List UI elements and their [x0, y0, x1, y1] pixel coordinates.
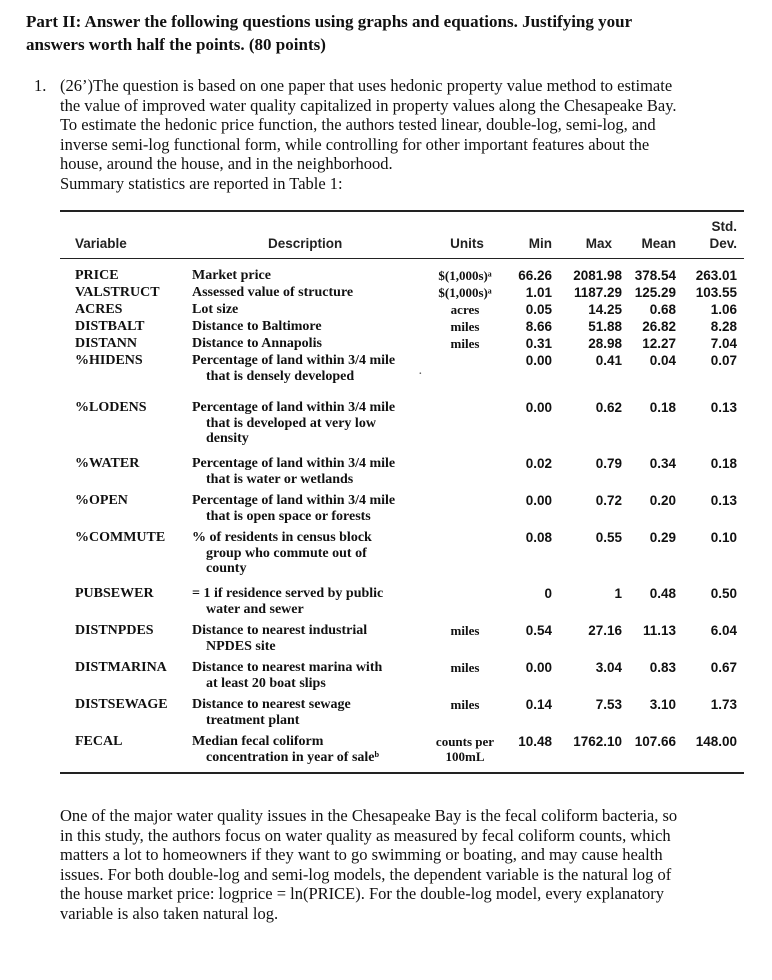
description-cell: [192, 336, 428, 352]
units-line: counts per: [435, 734, 495, 749]
std-dev-cell: 1.06: [710, 302, 737, 317]
max-cell: 28.98: [588, 336, 622, 351]
intro-line: (26’)The question is based on one paper that uses hedonic property value method to estimate: [60, 76, 673, 95]
description-cell: [192, 268, 428, 284]
part-header: [26, 10, 746, 56]
closing-line: in this study, the authors focus on water quality as measured by fecal coliform counts, which: [60, 825, 671, 845]
min-cell: 66.26: [518, 268, 552, 283]
units-cell: [420, 734, 510, 764]
description-line: Assessed value of structure: [192, 285, 354, 300]
std-dev-cell: 103.55: [695, 285, 737, 300]
variable-cell: DISTNPDES: [75, 623, 154, 638]
mean-cell: 378.54: [634, 268, 676, 283]
description-line: that is water or wetlands: [206, 471, 354, 487]
description-line: Distance to Annapolis: [192, 336, 322, 351]
std-dev-cell: 1.73: [710, 697, 737, 712]
min-cell: 0: [544, 586, 552, 601]
units-line: $(1,000s)ᵃ: [438, 285, 492, 300]
description-cell: [192, 623, 428, 654]
max-cell: 0.79: [595, 456, 622, 471]
variable-cell: %OPEN: [75, 493, 128, 508]
std-dev-cell: 0.13: [710, 493, 737, 508]
variable-cell: DISTANN: [75, 336, 137, 351]
intro-line: house, around the house, and in the neighborhood.: [60, 154, 393, 173]
description-line: Percentage of land within 3/4 mile: [192, 353, 396, 368]
intro-line: inverse semi-log functional form, while controlling for other important features about the: [60, 134, 650, 154]
closing-line: issues. For both double-log and semi-log models, the dependent variable is the natural log of: [60, 864, 672, 884]
mean-cell: 11.13: [642, 623, 676, 638]
description-cell: [192, 285, 428, 301]
min-cell: 0.00: [525, 400, 552, 415]
description-line: group who commute out of: [206, 545, 367, 561]
units-line: miles: [450, 660, 480, 675]
min-cell: 0.00: [525, 493, 552, 508]
description-cell: [192, 530, 428, 577]
units-cell: [420, 268, 510, 283]
units-cell: [420, 623, 510, 638]
description-line: treatment plant: [206, 712, 300, 728]
description-line: Percentage of land within 3/4 mile: [192, 400, 396, 415]
units-cell: [420, 302, 510, 317]
variable-cell: %HIDENS: [75, 353, 143, 368]
description-cell: [192, 456, 428, 487]
variable-cell: VALSTRUCT: [75, 285, 160, 300]
max-cell: 0.62: [595, 400, 622, 415]
table-bottom-rule: [60, 772, 744, 774]
max-cell: 1: [614, 586, 622, 601]
units-cell: [420, 336, 510, 351]
description-line: Distance to nearest sewage: [192, 697, 351, 712]
mean-cell: 0.34: [649, 456, 676, 471]
description-line: density: [206, 431, 249, 446]
description-cell: [192, 302, 428, 318]
mean-cell: 0.68: [649, 302, 676, 317]
description-line: Distance to Baltimore: [192, 319, 322, 334]
description-cell: [192, 400, 428, 447]
header-variable: Variable: [75, 236, 127, 251]
header-description: Description: [268, 236, 343, 251]
description-cell: [192, 319, 428, 335]
table-header-rule: [60, 258, 744, 259]
min-cell: 0.31: [525, 336, 552, 351]
description-line: Percentage of land within 3/4 mile: [192, 456, 396, 471]
description-line: Percentage of land within 3/4 mile: [192, 493, 396, 508]
units-cell: [420, 660, 510, 675]
question-number: 1.: [34, 76, 47, 95]
std-dev-cell: 148.00: [695, 734, 737, 749]
mean-cell: 0.83: [649, 660, 676, 675]
variable-cell: %LODENS: [75, 400, 147, 415]
units-cell: [420, 697, 510, 712]
std-dev-cell: 0.67: [710, 660, 737, 675]
mean-cell: 3.10: [649, 697, 676, 712]
mean-cell: 107.66: [634, 734, 676, 749]
description-line: Distance to nearest industrial: [192, 623, 368, 638]
description-line: = 1 if residence served by public: [192, 586, 384, 601]
units-line: miles: [450, 336, 480, 351]
variable-cell: DISTMARINA: [75, 660, 167, 675]
max-cell: 1187.29: [573, 285, 622, 300]
description-cell: [192, 353, 428, 384]
variable-cell: ACRES: [75, 302, 123, 317]
part-header-line-2: answers worth half the points. (80 points): [26, 35, 326, 54]
description-line: that is developed at very low: [206, 415, 376, 431]
description-line: concentration in year of saleᵇ: [206, 749, 380, 765]
description-line: water and sewer: [206, 601, 304, 617]
min-cell: 10.48: [518, 734, 552, 749]
std-dev-cell: 8.28: [710, 319, 737, 334]
description-line: Median fecal coliform: [192, 734, 324, 749]
description-cell: [192, 697, 428, 728]
std-dev-cell: 0.18: [710, 456, 737, 471]
units-line: miles: [450, 623, 480, 638]
min-cell: 0.00: [525, 353, 552, 368]
units-line: 100mL: [445, 749, 485, 764]
part-header-line-1: Part II: Answer the following questions using graphs and equations. Justifying your: [26, 12, 633, 31]
description-cell: [192, 586, 428, 617]
mean-cell: 0.48: [649, 586, 676, 601]
std-dev-cell: 6.04: [710, 623, 737, 638]
std-dev-cell: 263.01: [695, 268, 737, 283]
max-cell: 0.41: [595, 353, 622, 368]
max-cell: 0.55: [595, 530, 622, 545]
mean-cell: 125.29: [634, 285, 676, 300]
variable-cell: FECAL: [75, 734, 123, 749]
std-dev-cell: 0.13: [710, 400, 737, 415]
description-line: Lot size: [192, 302, 239, 317]
header-std-line-1: Std.: [711, 219, 737, 234]
intro-line: the value of improved water quality capitalized in property values along the Chesapeake Bay.: [60, 95, 677, 115]
mean-cell: 0.04: [649, 353, 676, 368]
description-line: that is densely developed: [206, 368, 355, 384]
closing-line: variable is also taken natural log.: [60, 903, 279, 923]
header-mean: Mean: [641, 236, 676, 251]
header-std-line-2: Dev.: [709, 236, 737, 251]
closing-line: One of the major water quality issues in the Chesapeake Bay is the fecal coliform bacteria, so: [60, 806, 678, 825]
units-cell: [420, 319, 510, 334]
description-line: that is open space or forests: [206, 508, 371, 524]
mean-cell: 0.20: [649, 493, 676, 508]
min-cell: 0.05: [525, 302, 552, 317]
variable-cell: PUBSEWER: [75, 586, 154, 601]
std-dev-cell: 7.04: [710, 336, 737, 351]
max-cell: 27.16: [588, 623, 622, 638]
stray-dot: ·: [418, 367, 423, 382]
closing-line: the house market price: logprice = ln(PRICE). For the double-log model, every explanatory: [60, 884, 665, 903]
header-max: Max: [585, 236, 612, 251]
min-cell: 8.66: [525, 319, 552, 334]
min-cell: 0.08: [525, 530, 552, 545]
mean-cell: 26.82: [642, 319, 676, 334]
intro-line: Summary statistics are reported in Table 1:: [60, 173, 343, 193]
units-cell: [420, 285, 510, 300]
description-cell: [192, 493, 428, 524]
std-dev-cell: 0.50: [710, 586, 737, 601]
units-line: miles: [450, 319, 480, 334]
units-line: acres: [450, 302, 480, 317]
intro-line: To estimate the hedonic price function, the authors tested linear, double-log, semi-log, and: [60, 115, 656, 134]
max-cell: 2081.98: [573, 268, 622, 283]
header-units: Units: [450, 236, 484, 251]
variable-cell: %COMMUTE: [75, 530, 166, 545]
header-min: Min: [528, 236, 552, 251]
units-line: miles: [450, 697, 480, 712]
variable-cell: %WATER: [75, 456, 140, 471]
question-intro: [60, 76, 740, 193]
description-line: Market price: [192, 268, 271, 283]
max-cell: 0.72: [595, 493, 622, 508]
description-line: Distance to nearest marina with: [192, 660, 383, 675]
description-line: county: [206, 561, 247, 576]
min-cell: 1.01: [525, 285, 552, 300]
min-cell: 0.14: [525, 697, 552, 712]
max-cell: 51.88: [588, 319, 622, 334]
description-line: NPDES site: [206, 638, 276, 654]
max-cell: 1762.10: [573, 734, 622, 749]
description-cell: [192, 660, 428, 691]
table-top-rule: [60, 210, 744, 212]
min-cell: 0.02: [525, 456, 552, 471]
mean-cell: 0.18: [649, 400, 676, 415]
closing-line: matters a lot to homeowners if they want to go swimming or boating, and may cause health: [60, 845, 663, 864]
variable-cell: DISTBALT: [75, 319, 145, 334]
variable-cell: DISTSEWAGE: [75, 697, 168, 712]
max-cell: 14.25: [588, 302, 622, 317]
mean-cell: 12.27: [642, 336, 676, 351]
description-cell: [192, 734, 428, 765]
max-cell: 3.04: [595, 660, 622, 675]
min-cell: 0.54: [525, 623, 552, 638]
max-cell: 7.53: [595, 697, 622, 712]
std-dev-cell: 0.10: [710, 530, 737, 545]
min-cell: 0.00: [525, 660, 552, 675]
description-line: % of residents in census block: [192, 530, 372, 545]
std-dev-cell: 0.07: [710, 353, 737, 368]
closing-paragraph: [60, 806, 742, 923]
variable-cell: PRICE: [75, 268, 119, 283]
mean-cell: 0.29: [649, 530, 676, 545]
units-line: $(1,000s)ᵃ: [438, 268, 492, 283]
description-line: at least 20 boat slips: [206, 675, 326, 691]
